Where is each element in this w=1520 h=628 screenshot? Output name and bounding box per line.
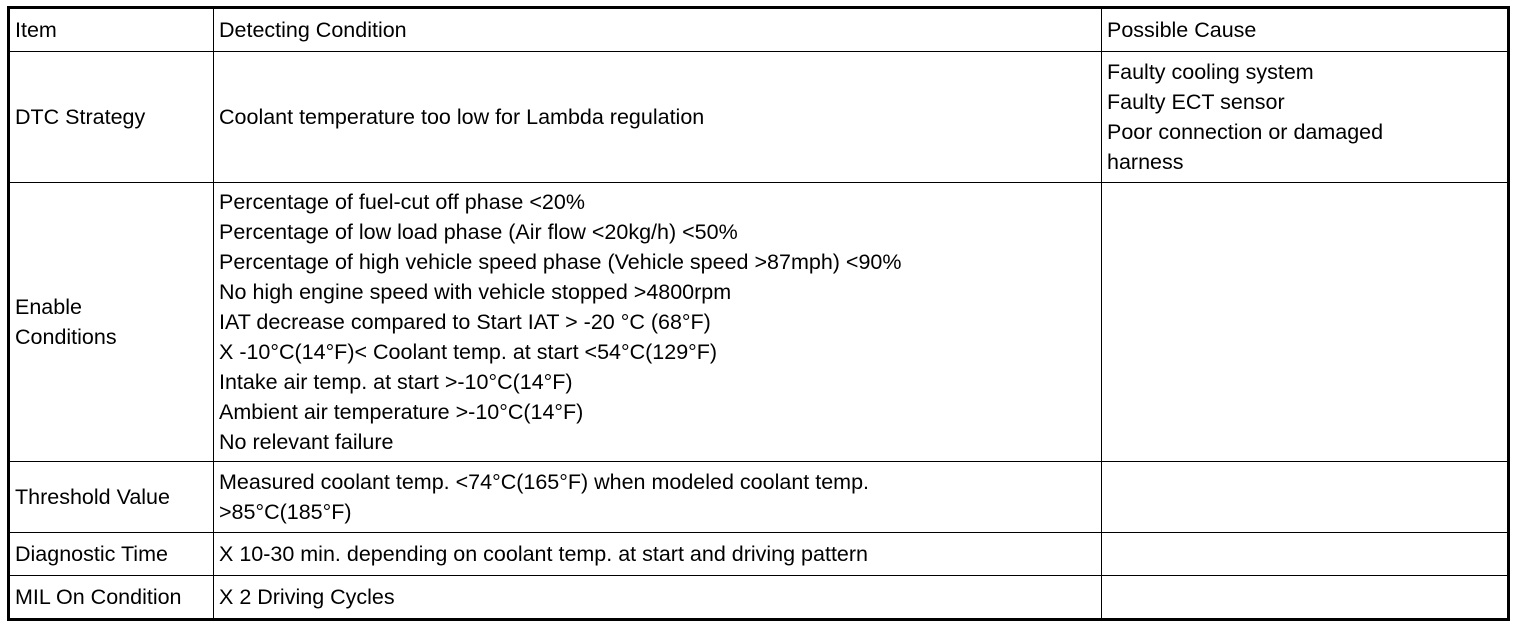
cause-cell bbox=[1102, 576, 1509, 620]
condition-line: IAT decrease compared to Start IAT > -20 °C (68°F) bbox=[219, 310, 711, 334]
condition-cell bbox=[214, 52, 1102, 183]
condition-line: Measured coolant temp. <74°C(165°F) when modeled coolant temp. bbox=[219, 470, 870, 494]
item-label: DTC Strategy bbox=[15, 105, 146, 129]
cause-line: Faulty cooling system bbox=[1107, 60, 1314, 84]
item-label: Threshold Value bbox=[15, 485, 170, 509]
item-cell bbox=[9, 52, 214, 183]
header-item-label: Item bbox=[15, 18, 57, 42]
table-row-diagnostic-time bbox=[9, 533, 1509, 576]
header-possible-cause bbox=[1102, 8, 1509, 52]
header-detecting-condition bbox=[214, 8, 1102, 52]
item-cell bbox=[9, 533, 214, 576]
cause-line: Faulty ECT sensor bbox=[1107, 90, 1285, 114]
table-row-dtc-strategy bbox=[9, 52, 1509, 183]
cause-cell bbox=[1102, 183, 1509, 462]
cause-cell bbox=[1102, 52, 1509, 183]
item-cell bbox=[9, 576, 214, 620]
condition-line: Percentage of high vehicle speed phase (Vehicle speed >87mph) <90% bbox=[219, 250, 902, 274]
header-possible-cause-label: Possible Cause bbox=[1107, 18, 1257, 42]
item-label: Diagnostic Time bbox=[15, 542, 168, 566]
condition-line: X 10-30 min. depending on coolant temp. at start and driving pattern bbox=[219, 542, 868, 566]
item-cell bbox=[9, 183, 214, 462]
condition-cell bbox=[214, 183, 1102, 462]
dtc-detecting-condition-table bbox=[7, 6, 1510, 621]
item-label: Enable bbox=[15, 295, 82, 319]
condition-line: >85°C(185°F) bbox=[219, 500, 352, 524]
item-label: Conditions bbox=[15, 325, 117, 349]
condition-line: Intake air temp. at start >-10°C(14°F) bbox=[219, 370, 573, 394]
condition-cell bbox=[214, 576, 1102, 620]
cause-cell bbox=[1102, 533, 1509, 576]
condition-line: No high engine speed with vehicle stopped >4800rpm bbox=[219, 280, 732, 304]
condition-line: Percentage of low load phase (Air flow <20kg/h) <50% bbox=[219, 220, 738, 244]
header-detecting-condition-label: Detecting Condition bbox=[219, 18, 407, 42]
condition-cell bbox=[214, 462, 1102, 533]
table-row-threshold-value bbox=[9, 462, 1509, 533]
item-cell bbox=[9, 462, 214, 533]
condition-line: X 2 Driving Cycles bbox=[219, 585, 395, 609]
condition-line: Ambient air temperature >-10°C(14°F) bbox=[219, 400, 584, 424]
condition-line: Coolant temperature too low for Lambda regulation bbox=[219, 105, 705, 129]
table-header-row bbox=[9, 8, 1509, 52]
condition-line: X -10°C(14°F)< Coolant temp. at start <54°C(129°F) bbox=[219, 340, 718, 364]
cause-line: Poor connection or damaged bbox=[1107, 120, 1384, 144]
cause-line: harness bbox=[1107, 150, 1184, 174]
table-row-mil-on-condition bbox=[9, 576, 1509, 620]
item-label: MIL On Condition bbox=[15, 585, 182, 609]
header-item bbox=[9, 8, 214, 52]
cause-cell bbox=[1102, 462, 1509, 533]
condition-line: No relevant failure bbox=[219, 430, 394, 454]
condition-line: Percentage of fuel-cut off phase <20% bbox=[219, 190, 585, 214]
condition-cell bbox=[214, 533, 1102, 576]
table-row-enable-conditions bbox=[9, 183, 1509, 462]
